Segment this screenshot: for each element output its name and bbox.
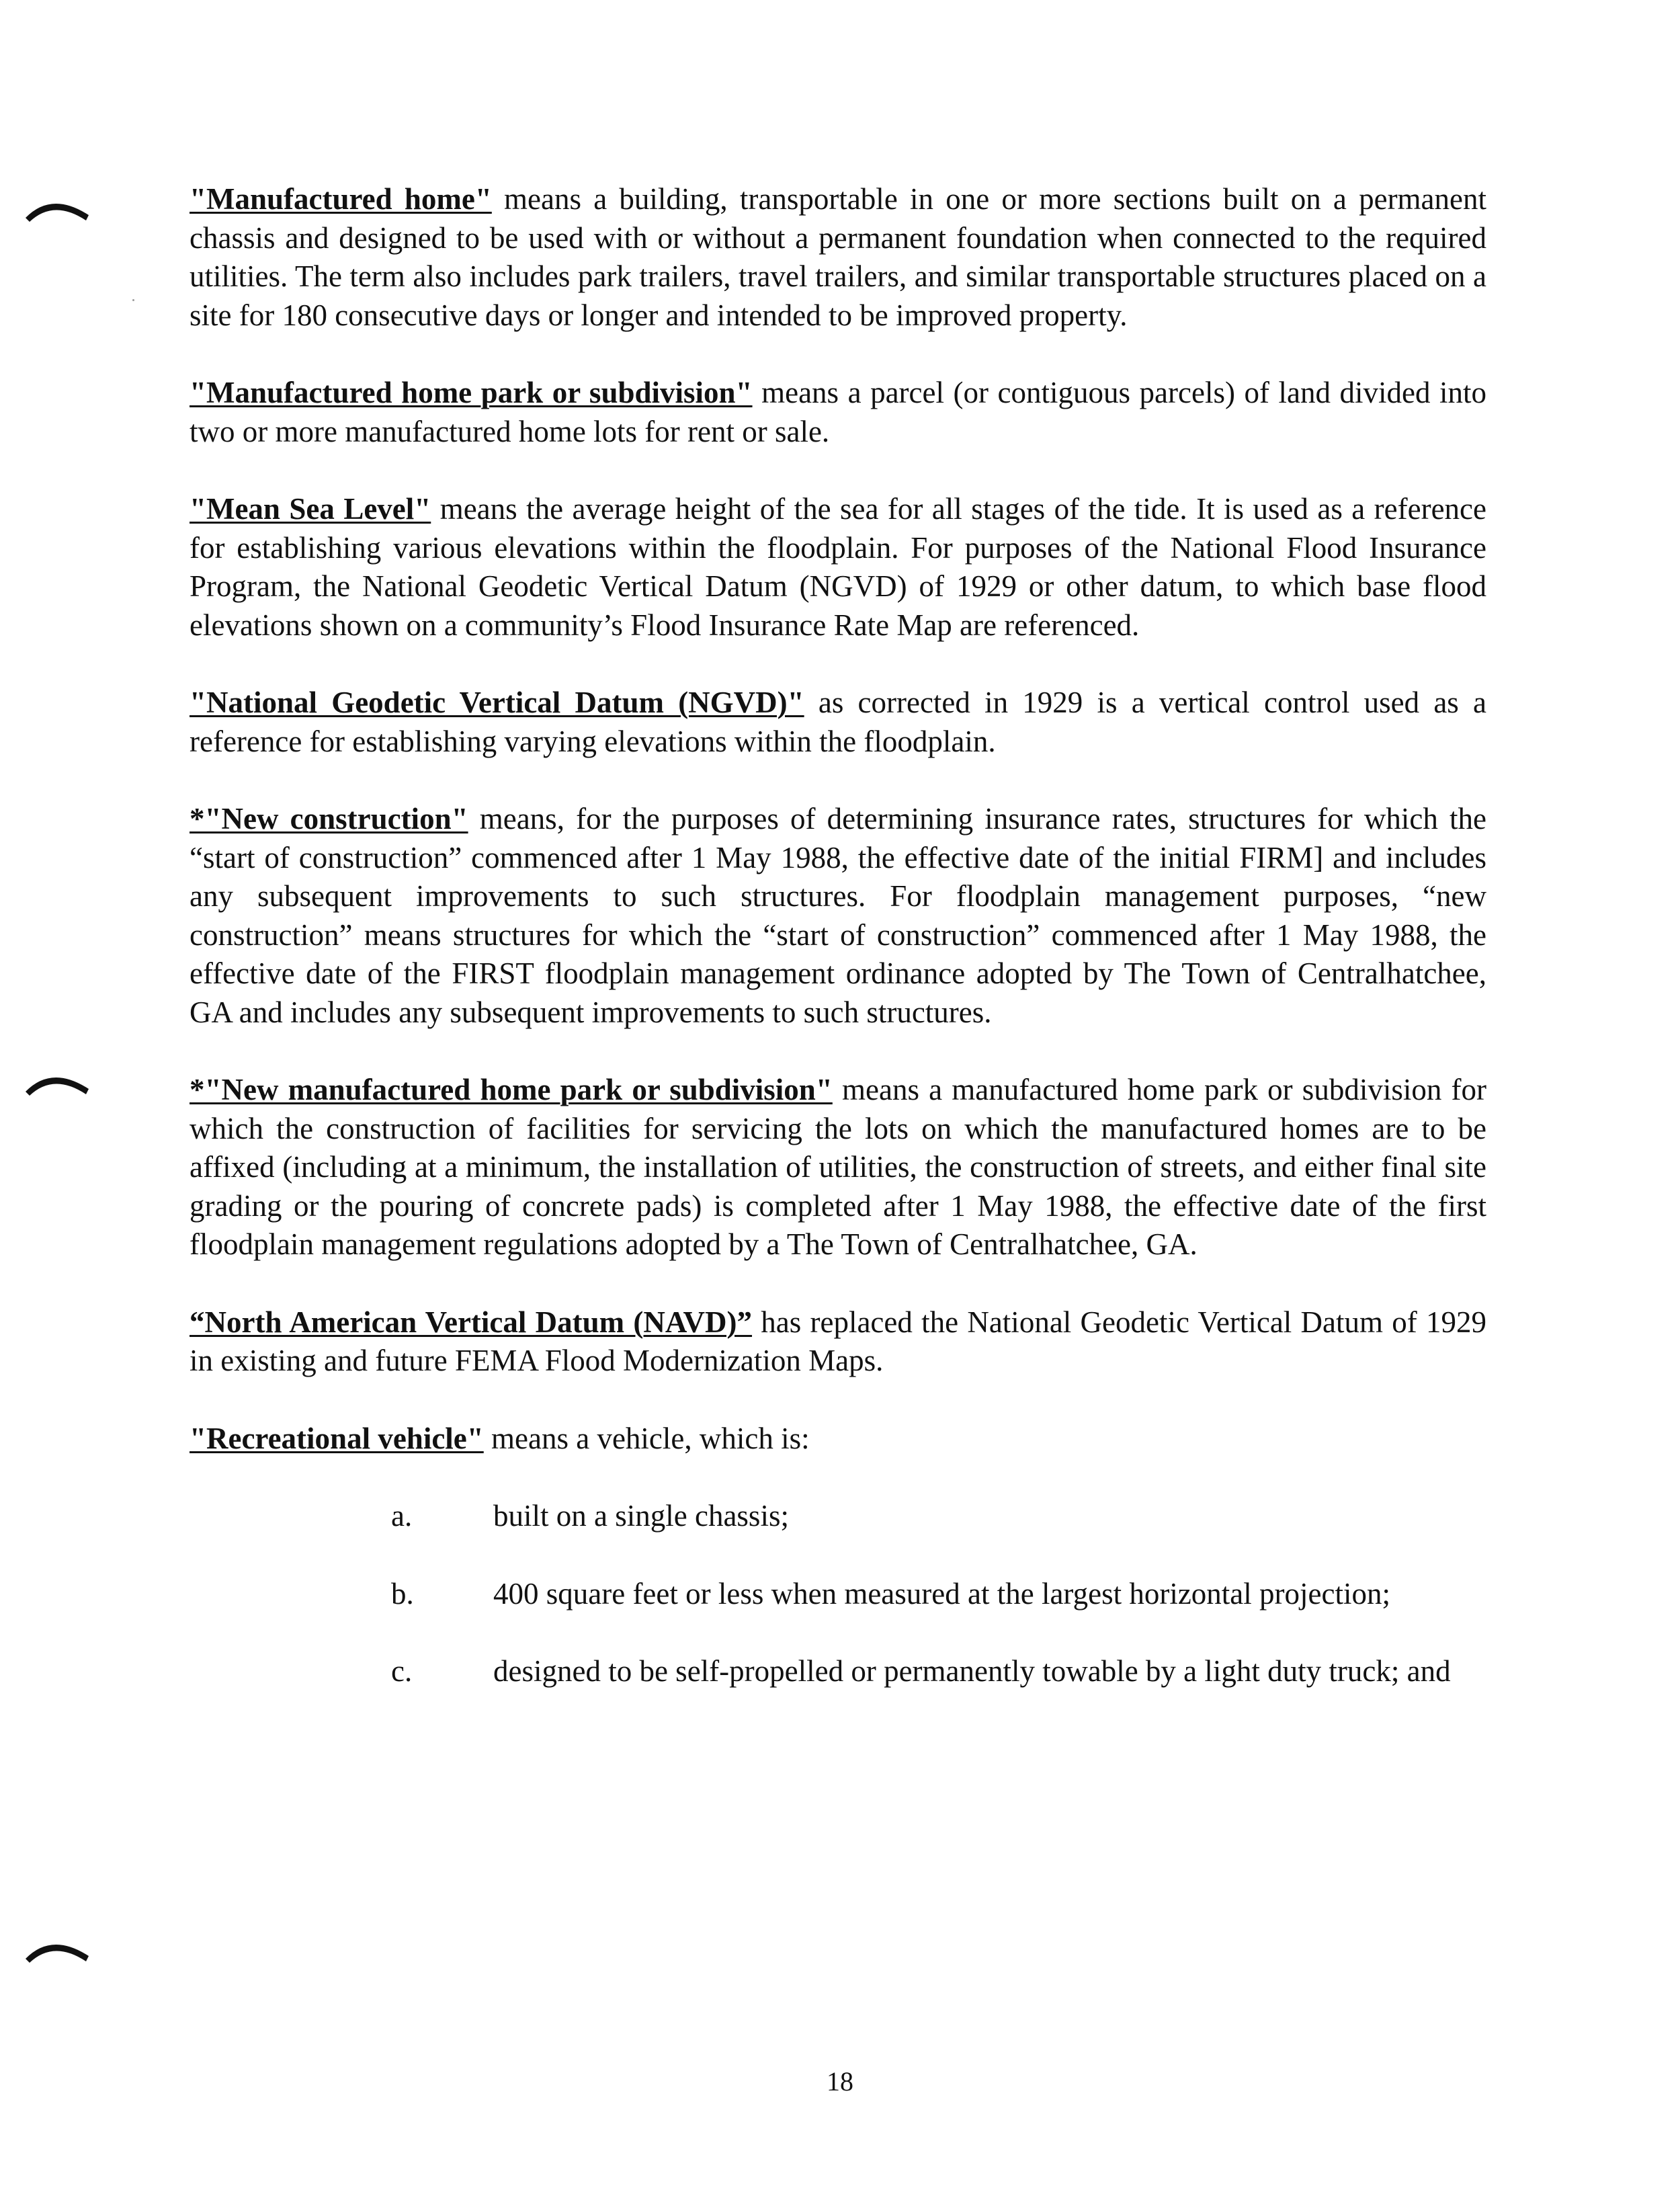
definition-term: *"New manufactured home park or subdivision": [190, 1073, 833, 1106]
definition-text: means the average height of the sea for all stages of the tide. It is used as a reference for establishing various elevations within the floodplain. For purposes of the National Flood Insurance Program, the National Geodetic Vertical Datum (NGVD) of 1929 or other datum, to which base flood elevations shown on a community’s Flood Insurance Rate Map are referenced.: [190, 492, 1486, 642]
definition-term: "National Geodetic Vertical Datum (NGVD)": [190, 686, 804, 719]
definition-term: "Manufactured home park or subdivision": [190, 376, 753, 409]
definition-recreational-vehicle: [190, 1420, 1486, 1459]
definition-text: means a building, transportable in one or more sections built on a permanent chassis and designed to be used with or without a permanent foundation when connected to the required utilities. The term also includes park trailers, travel trailers, and similar transportable structures placed on a site for 180 consecutive days or longer and intended to be improved property.: [190, 182, 1487, 332]
definition-navd: [190, 1303, 1486, 1381]
definition-term: "Manufactured home": [190, 182, 492, 216]
list-item-text: 400 square feet or less when measured at the largest horizontal projection;: [493, 1576, 1390, 1611]
list-item-text: designed to be self-propelled or permanently towable by a light duty truck; and: [493, 1654, 1451, 1688]
document-body: [190, 180, 1486, 1730]
list-item: [190, 1497, 1486, 1536]
definition-new-construction: [190, 800, 1486, 1032]
scan-speck: [132, 299, 134, 301]
definition-text: means a parcel (or contiguous parcels) of land divided into two or more manufactured home lots for rent or sale.: [190, 376, 1487, 448]
definition-text: means a manufactured home park or subdivision for which the construction of facilities for servicing the lots on which the manufactured homes are to be affixed (including at a minimum, the installation of utilities, the construction of streets, and either final site grading or the pouring of concrete pads) is completed after 1 May 1988, the effective date of the first floodplain management regulations adopted by a The Town of Centralhatchee, GA.: [190, 1073, 1486, 1261]
list-marker: b.: [391, 1576, 414, 1611]
definition-mean-sea-level: [190, 490, 1486, 645]
definition-manufactured-home-park: [190, 374, 1486, 451]
definition-term: *"New construction": [190, 802, 468, 836]
definition-new-manufactured-home-park: [190, 1071, 1486, 1264]
definition-text: as corrected in 1929 is a vertical control used as a reference for establishing varying elevations within the floodplain.: [190, 686, 1486, 758]
list-marker: a.: [391, 1499, 413, 1533]
hole-punch-mark: [22, 1936, 95, 1963]
list-item-text: built on a single chassis;: [493, 1499, 789, 1533]
list-marker: c.: [391, 1654, 413, 1688]
definition-term: "Mean Sea Level": [190, 492, 431, 526]
definition-ngvd: [190, 684, 1486, 761]
definition-text: means, for the purposes of determining insurance rates, structures for which the “start of construction” commenced after 1 May 1988, the effective date of the initial FIRM] and includes any subsequent improvements to such structures. For floodplain management purposes, “new construction” means structures for which the “start of construction” commenced after 1 May 1988, the effective date of the FIRST floodplain management ordinance adopted by The Town of Centralhatchee, GA and includes any subsequent improvements to such structures.: [190, 802, 1486, 1029]
recreational-vehicle-criteria-list: [190, 1497, 1486, 1691]
definition-manufactured-home: [190, 180, 1486, 335]
list-item: [190, 1652, 1486, 1691]
hole-punch-mark: [22, 195, 95, 222]
definition-term: "Recreational vehicle": [190, 1421, 484, 1455]
page-number: 18: [827, 2066, 853, 2097]
definition-text: has replaced the National Geodetic Vertical Datum of 1929 in existing and future FEMA Flood Modernization Maps.: [190, 1305, 1486, 1377]
definition-term: “North American Vertical Datum (NAVD)”: [190, 1305, 753, 1339]
definition-text: means a vehicle, which is:: [483, 1421, 810, 1455]
list-item: [190, 1575, 1486, 1614]
hole-punch-mark: [22, 1069, 95, 1096]
